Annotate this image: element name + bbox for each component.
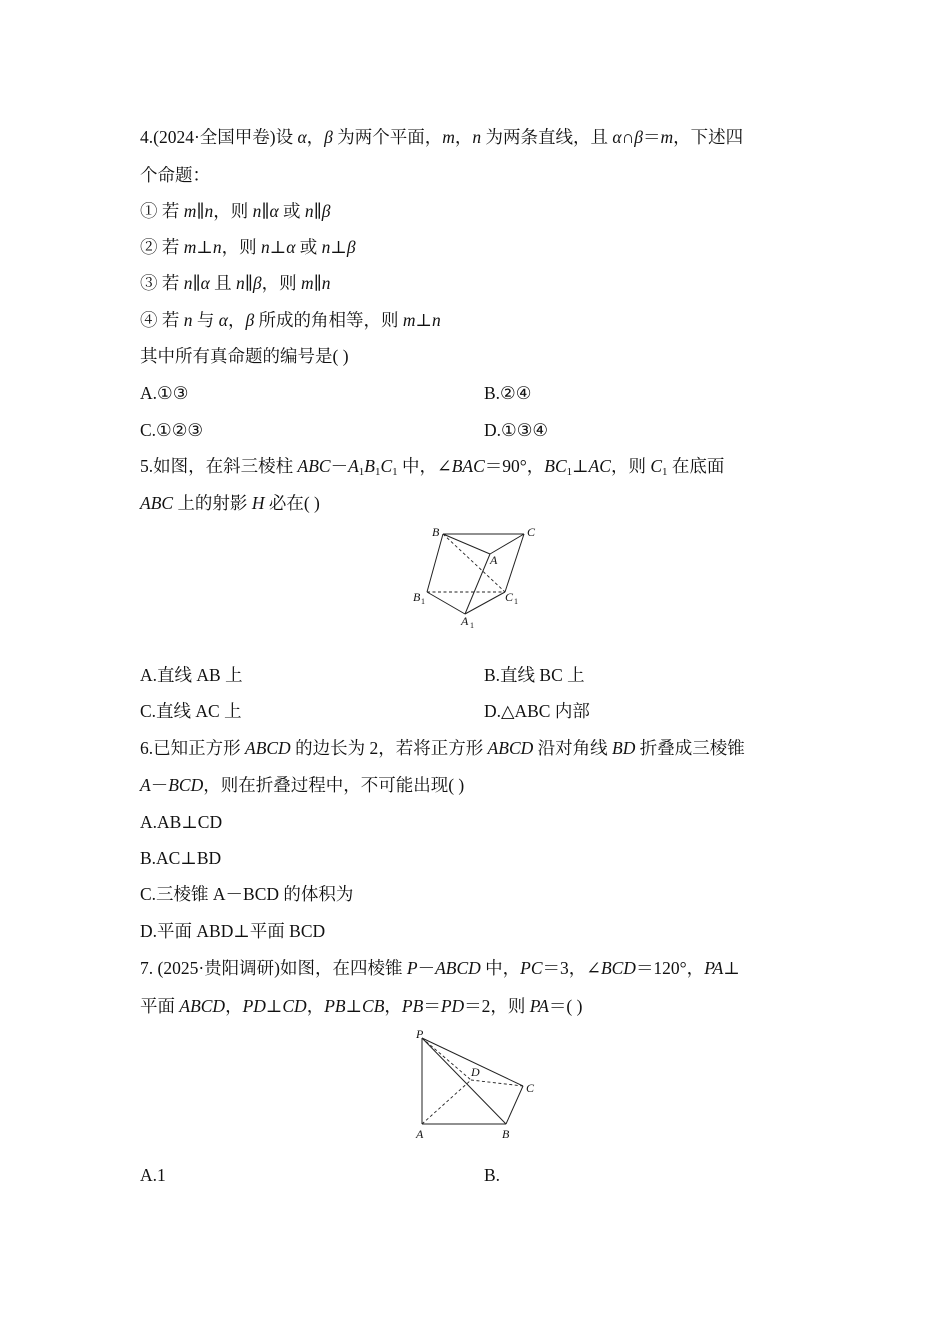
- label-b1-sub: 1: [421, 597, 425, 606]
- label-a1-sub: 1: [470, 621, 474, 630]
- q4-option-b[interactable]: B.②④: [484, 383, 532, 403]
- label-a: A: [416, 1127, 424, 1141]
- q4-proposition-2: ② 若 m⊥n，则 n⊥α 或 n⊥β: [140, 237, 356, 257]
- q4-option-c[interactable]: C.①②③: [140, 420, 204, 440]
- q7-pyramid-figure: [405, 1026, 550, 1144]
- q6-option-a[interactable]: A.AB⊥CD: [140, 812, 223, 832]
- q4-proposition-1: ① 若 m∥n，则 n∥α 或 n∥β: [140, 201, 331, 221]
- q4-proposition-4: ④ 若 n 与 α，β 所成的角相等，则 m⊥n: [140, 310, 441, 330]
- q5-option-a[interactable]: A.直线 AB 上: [140, 665, 243, 685]
- edge-c-c1: [505, 534, 524, 592]
- q4-stem-line1: 4.(2024·全国甲卷)设 α，β 为两个平面，m，n 为两条直线，且 α∩β＝m，下述四: [140, 127, 744, 147]
- edge-a-d-hidden: [422, 1080, 471, 1124]
- label-a1: A: [461, 614, 469, 628]
- q6-stem-line2: A－BCD，则在折叠过程中，不可能出现( ): [140, 775, 465, 795]
- q5-option-b[interactable]: B.直线 BC 上: [484, 665, 585, 685]
- label-b: B: [502, 1127, 510, 1141]
- edge-b-c: [506, 1086, 523, 1124]
- edge-b1-a1: [427, 592, 465, 614]
- q7-option-a[interactable]: A.1: [140, 1165, 166, 1185]
- edge-b-b1: [427, 534, 443, 592]
- q7-option-b[interactable]: B.: [484, 1165, 501, 1185]
- label-c1: C: [505, 590, 514, 604]
- q6-option-d[interactable]: D.平面 ABD⊥平面 BCD: [140, 921, 326, 941]
- q6-stem-line1: 6.已知正方形 ABCD 的边长为 2，若将正方形 ABCD 沿对角线 BD 折叠成三棱锥: [140, 738, 745, 758]
- label-c: C: [527, 525, 536, 539]
- q4-option-a[interactable]: A.①③: [140, 383, 189, 403]
- q7-stem-line1: 7. (2025·贵阳调研)如图，在四棱锥 P－ABCD 中，PC＝3，∠BCD＝120°，PA⊥: [140, 958, 740, 978]
- label-c: C: [526, 1081, 535, 1095]
- q5-stem-line2: ABC 上的射影 H 必在( ): [140, 493, 320, 513]
- edge-p-d-hidden: [422, 1038, 471, 1080]
- q4-option-d[interactable]: D.①③④: [484, 420, 549, 440]
- label-d: D: [471, 1065, 480, 1079]
- q7-stem-line2: 平面 ABCD，PD⊥CD，PB⊥CB，PB＝PD＝2，则 PA＝( ): [140, 996, 583, 1016]
- label-c1-sub: 1: [514, 597, 518, 606]
- edge-a-a1: [465, 554, 490, 614]
- edge-b-a: [443, 534, 490, 554]
- q4-proposition-3: ③ 若 n∥α 且 n∥β，则 m∥n: [140, 273, 331, 293]
- label-a: A: [490, 553, 498, 567]
- edge-p-b: [422, 1038, 506, 1124]
- label-p: P: [416, 1027, 424, 1041]
- q5-option-c[interactable]: C.直线 AC 上: [140, 701, 242, 721]
- q6-option-c[interactable]: C.三棱锥 A－BCD 的体积为: [140, 884, 354, 904]
- edge-a1-c1: [465, 592, 505, 614]
- q5-prism-figure: [405, 522, 545, 632]
- label-b: B: [432, 525, 440, 539]
- q4-prompt: 其中所有真命题的编号是( ): [140, 346, 349, 366]
- q6-option-b[interactable]: B.AC⊥BD: [140, 848, 222, 868]
- q4-stem-line2: 个命题：: [140, 165, 210, 185]
- label-b1: B: [413, 590, 421, 604]
- edge-d-c-hidden: [471, 1080, 523, 1086]
- q5-option-d[interactable]: D.△ABC 内部: [484, 701, 590, 721]
- q5-stem-line1: 5.如图，在斜三棱柱 $ABC-A_1B_1C_1$ 中，∠BAC＝90°，$BC_1\perp AC$，则 $C_1$ 在底面: [140, 456, 725, 478]
